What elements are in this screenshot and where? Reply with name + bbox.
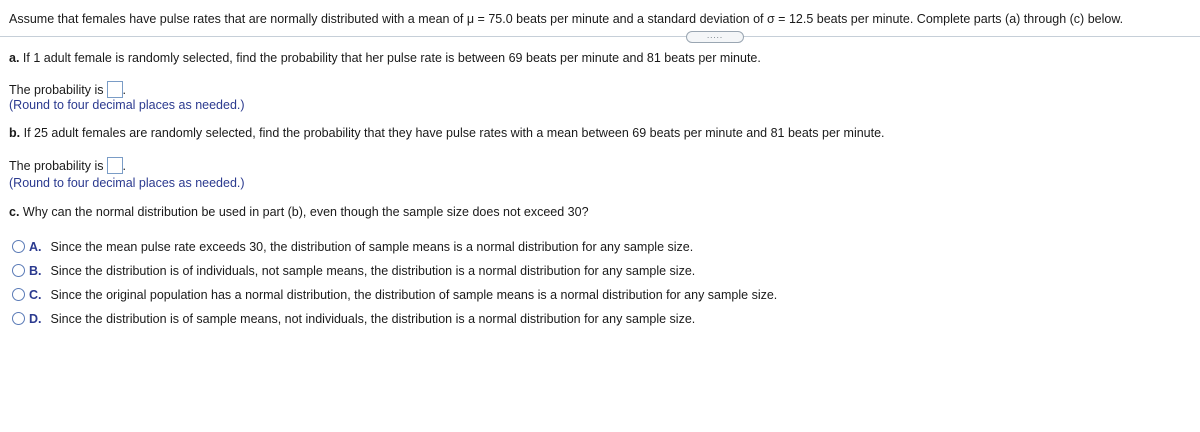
radio-button-icon[interactable] bbox=[12, 312, 25, 325]
part-b-hint: (Round to four decimal places as needed.) bbox=[9, 176, 245, 190]
part-b-answer-input[interactable] bbox=[107, 157, 123, 174]
part-a-answer-input[interactable] bbox=[107, 81, 123, 98]
option-b[interactable] bbox=[12, 264, 695, 278]
problem-statement: Assume that females have pulse rates that are normally distributed with a mean of μ = 75.0 beats per minute and a standard deviation of σ = 12.5 beats per minute. Complete parts (a) through (c) below. bbox=[9, 12, 1124, 26]
divider bbox=[0, 36, 1200, 37]
option-text: Since the original population has a normal distribution, the distribution of sample means is a normal distribution for any sample size. bbox=[50, 288, 778, 302]
option-d[interactable] bbox=[12, 312, 695, 326]
option-a[interactable] bbox=[12, 240, 693, 254]
part-b-answer-row: The probability is . bbox=[9, 159, 126, 173]
radio-button-icon[interactable] bbox=[12, 240, 25, 253]
part-a-letter: a. bbox=[9, 51, 20, 65]
option-letter: B. bbox=[29, 264, 42, 278]
part-c-text: Why can the normal distribution be used in part (b), even though the sample size does not exceed 30? bbox=[22, 205, 589, 219]
part-a-answer-row: The probability is . bbox=[9, 83, 126, 97]
part-b-letter: b. bbox=[9, 126, 21, 140]
option-letter: D. bbox=[29, 312, 42, 326]
option-text: Since the distribution is of individuals, not sample means, the distribution is a normal distribution for any sample size. bbox=[50, 264, 696, 278]
part-c-question bbox=[9, 205, 589, 219]
radio-button-icon[interactable] bbox=[12, 288, 25, 301]
part-a-answer-label: The probability is bbox=[9, 83, 104, 97]
part-a-question bbox=[9, 51, 761, 65]
part-b-question bbox=[9, 126, 885, 140]
part-c-letter: c. bbox=[9, 205, 20, 219]
part-a-hint: (Round to four decimal places as needed.) bbox=[9, 98, 245, 112]
part-b-text: If 25 adult females are randomly selected, find the probability that they have pulse rates with a mean between 69 beats per minute and 81 beats per minute. bbox=[23, 126, 885, 140]
part-a-text: If 1 adult female is randomly selected, find the probability that her pulse rate is between 69 beats per minute and 81 beats per minute. bbox=[22, 51, 761, 65]
radio-button-icon[interactable] bbox=[12, 264, 25, 277]
option-text: Since the distribution is of sample means, not individuals, the distribution is a normal distribution for any sample size. bbox=[50, 312, 696, 326]
option-c[interactable] bbox=[12, 288, 777, 302]
expand-more-button[interactable]: ..... bbox=[686, 31, 744, 43]
option-letter: C. bbox=[29, 288, 42, 302]
part-b-answer-label: The probability is bbox=[9, 159, 104, 173]
option-text: Since the mean pulse rate exceeds 30, the distribution of sample means is a normal distribution for any sample size. bbox=[50, 240, 694, 254]
option-letter: A. bbox=[29, 240, 42, 254]
